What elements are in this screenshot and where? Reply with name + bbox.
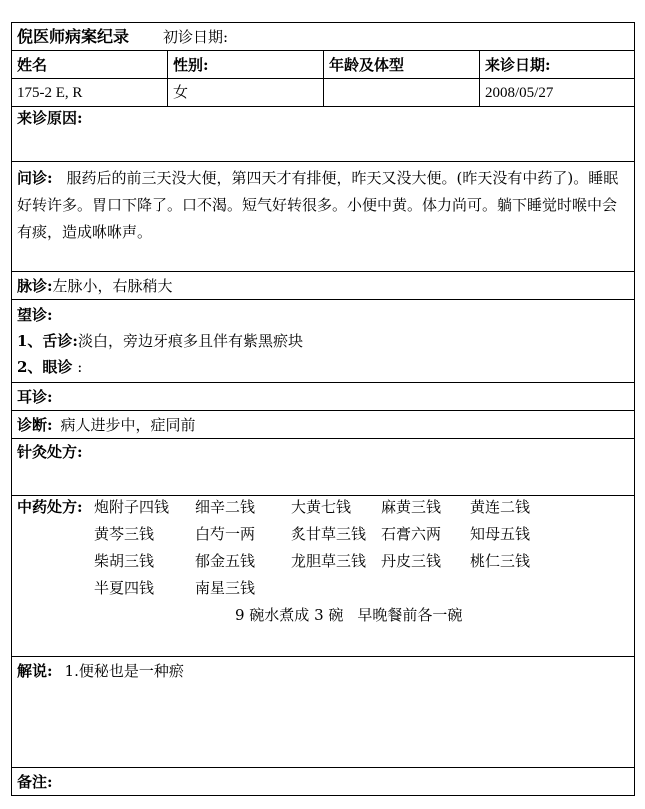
notes-cell [12, 768, 635, 796]
pulse-label: 脉诊: [17, 276, 53, 295]
acupuncture-label: 针灸处方: [17, 443, 83, 461]
column-header-row [12, 51, 635, 79]
herb-item: 石膏六两 [381, 525, 442, 543]
ear-cell [12, 383, 635, 411]
tongue-text: 淡白，旁边牙痕多且伴有紫黑瘀块 [77, 332, 303, 350]
inquiry-label: 问诊: [17, 169, 53, 187]
ear-row [12, 383, 635, 411]
diagnosis-text: 病人进步中，症同前 [60, 415, 196, 434]
diagnosis-row [12, 411, 635, 439]
herb-item: 桃仁三钱 [470, 552, 531, 570]
inquiry-cell [12, 162, 635, 272]
notes-row [12, 768, 635, 796]
reason-row [12, 107, 635, 162]
reason-label: 来诊原因: [17, 109, 83, 127]
inquiry-text: 服药后的前三天没大便，第四天才有排便，昨天又没大便。(昨天没有中药了)。睡眠好转许多。胃口下降了。口不渴。短气好转很多。小便中黄。体力尚可。躺下睡觉时喉中会有痰，造成咻咻声。 [17, 169, 619, 241]
herb-item: 黄芩三钱 [94, 525, 155, 543]
decoction-dosage: 早晚餐前各一碗 [357, 606, 463, 624]
herbs-label: 中药处方: [17, 498, 83, 516]
patient-row [12, 79, 635, 107]
herb-item: 半夏四钱 [94, 579, 155, 597]
patient-visit-date: 2008/05/27 [480, 79, 635, 107]
decoction-water: 9 碗水煮成 3 碗 [235, 606, 344, 624]
pulse-text: 左脉小，右脉稍大 [52, 276, 173, 295]
looking-row [12, 300, 635, 383]
herbs-cell [12, 496, 635, 657]
herb-item: 知母五钱 [470, 525, 531, 543]
first-visit-date-label: 初诊日期: [163, 27, 229, 46]
patient-age [324, 79, 480, 107]
looking-cell [12, 300, 635, 383]
patient-gender: 女 [168, 79, 324, 107]
eye-text: : [77, 358, 83, 376]
tongue-label: 1、舌诊: [17, 332, 78, 350]
visit-date-header: 来诊日期: [480, 51, 635, 79]
herb-item: 龙胆草三钱 [291, 552, 367, 570]
explanation-label: 解说: [17, 662, 53, 680]
diagnosis-cell [12, 411, 635, 439]
herb-item: 丹皮三钱 [381, 552, 442, 570]
gender-header: 性别: [168, 51, 324, 79]
herb-item: 炮附子四钱 [94, 498, 170, 516]
herb-item: 大黄七钱 [291, 498, 352, 516]
looking-label: 望诊: [17, 306, 53, 324]
patient-name: 175-2 E, R [12, 79, 168, 107]
explanation-text: 1.便秘也是一种瘀 [64, 662, 184, 680]
pulse-cell [12, 272, 635, 300]
diagnosis-label: 诊断: [17, 415, 53, 434]
reason-cell [12, 107, 635, 162]
herb-item: 麻黄三钱 [381, 498, 442, 516]
herb-item: 南星三钱 [195, 579, 256, 597]
notes-label: 备注: [17, 772, 53, 791]
pulse-row [12, 272, 635, 300]
medical-record-form [11, 22, 635, 796]
acupuncture-row [12, 439, 635, 496]
herb-item: 柴胡三钱 [94, 552, 155, 570]
explanation-row [12, 657, 635, 768]
acupuncture-cell [12, 439, 635, 496]
eye-line [17, 354, 629, 380]
herb-grid [17, 496, 629, 599]
herb-item: 炙甘草三钱 [291, 525, 367, 543]
herb-item: 郁金五钱 [195, 552, 256, 570]
inquiry-row [12, 162, 635, 272]
eye-label: 2、眼诊 [17, 358, 73, 376]
ear-label: 耳诊: [17, 387, 53, 406]
tongue-line [17, 328, 629, 354]
herb-item: 黄连二钱 [470, 498, 531, 516]
name-header: 姓名 [12, 51, 168, 79]
age-header: 年龄及体型 [324, 51, 480, 79]
explanation-cell [12, 657, 635, 768]
title-cell [12, 23, 635, 51]
decoction-instructions [17, 604, 629, 626]
record-title: 倪医师病案纪录 [17, 26, 130, 46]
title-row [12, 23, 635, 51]
herb-item: 细辛二钱 [195, 498, 256, 516]
herb-item: 白芍一两 [195, 525, 256, 543]
herbs-row [12, 496, 635, 657]
